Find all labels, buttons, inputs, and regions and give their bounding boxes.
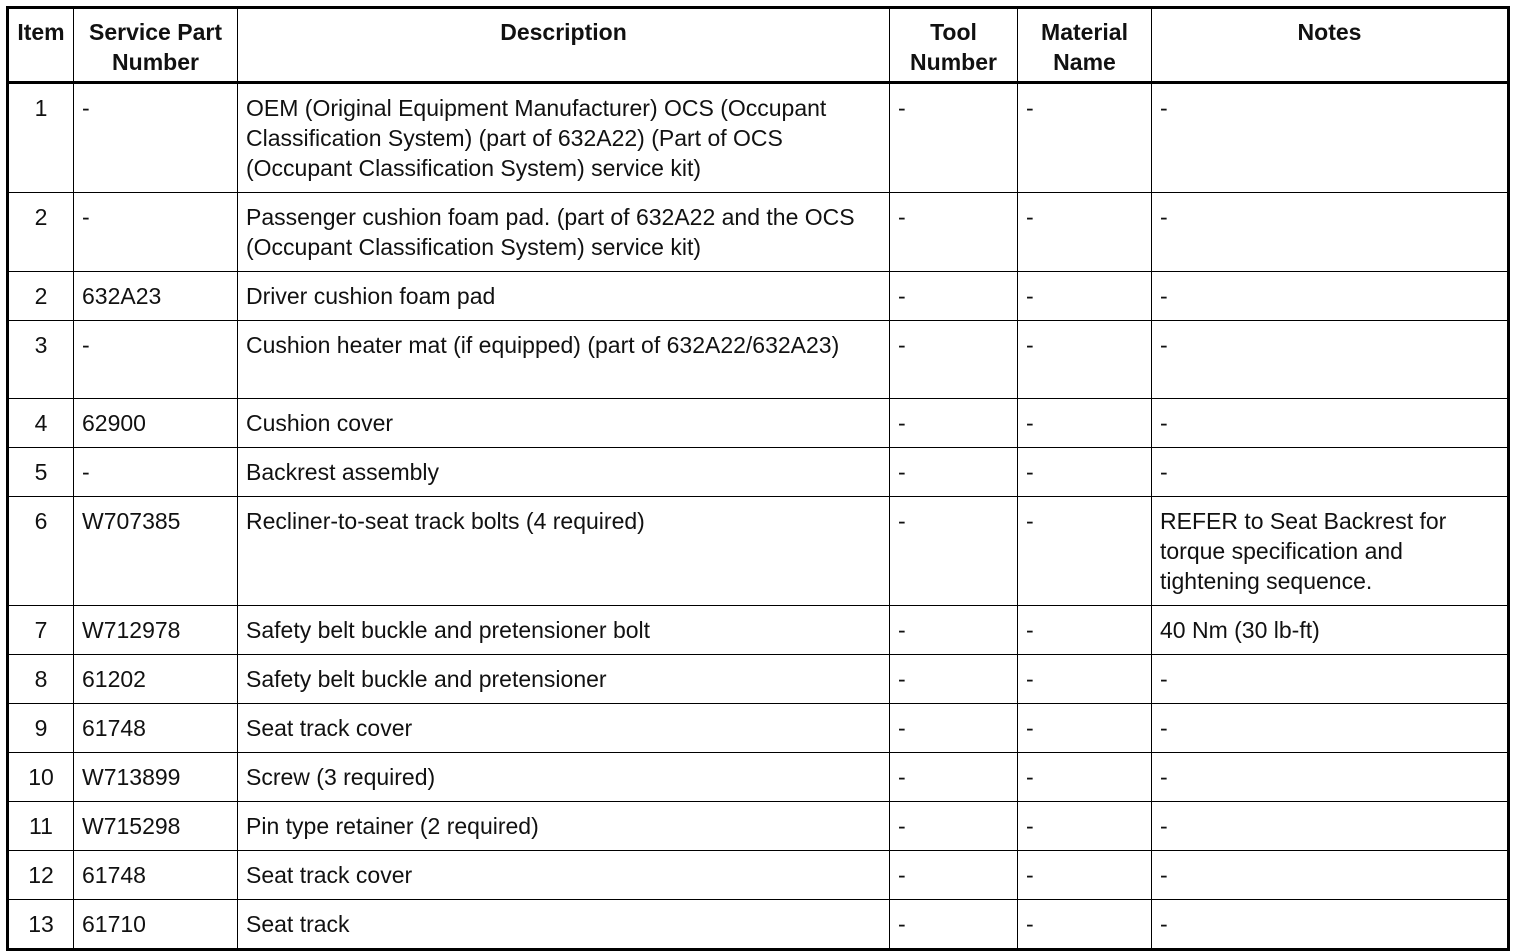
item-cell: 10 bbox=[8, 753, 74, 802]
service-part-number-cell: 62900 bbox=[74, 399, 238, 448]
table-row bbox=[8, 321, 1509, 399]
notes-cell: - bbox=[1152, 448, 1509, 497]
notes-cell: - bbox=[1152, 321, 1509, 399]
tool-number-cell: - bbox=[890, 497, 1018, 606]
notes-cell: - bbox=[1152, 851, 1509, 900]
service-part-number-cell: 61748 bbox=[74, 704, 238, 753]
tool-number-cell: - bbox=[890, 900, 1018, 950]
material-name-cell: - bbox=[1018, 900, 1152, 950]
material-name-cell: - bbox=[1018, 448, 1152, 497]
item-cell: 8 bbox=[8, 655, 74, 704]
material-name-cell: - bbox=[1018, 497, 1152, 606]
table-body bbox=[8, 83, 1509, 950]
material-name-cell: - bbox=[1018, 655, 1152, 704]
table-row bbox=[8, 655, 1509, 704]
material-name-cell: - bbox=[1018, 851, 1152, 900]
notes-cell: - bbox=[1152, 704, 1509, 753]
description-cell: Cushion cover bbox=[238, 399, 890, 448]
item-cell: 6 bbox=[8, 497, 74, 606]
notes-cell: - bbox=[1152, 655, 1509, 704]
tool-number-cell: - bbox=[890, 655, 1018, 704]
description-cell: Cushion heater mat (if equipped) (part of 632A22/632A23) bbox=[238, 321, 890, 399]
header-item: Item bbox=[8, 8, 74, 83]
notes-cell: 40 Nm (30 lb-ft) bbox=[1152, 606, 1509, 655]
table-row bbox=[8, 83, 1509, 193]
material-name-cell: - bbox=[1018, 193, 1152, 272]
description-cell: Safety belt buckle and pretensioner bolt bbox=[238, 606, 890, 655]
tool-number-cell: - bbox=[890, 606, 1018, 655]
tool-number-cell: - bbox=[890, 851, 1018, 900]
service-part-number-cell: - bbox=[74, 321, 238, 399]
description-cell: Seat track bbox=[238, 900, 890, 950]
service-part-number-cell: - bbox=[74, 193, 238, 272]
notes-cell: - bbox=[1152, 272, 1509, 321]
notes-cell: - bbox=[1152, 753, 1509, 802]
header-row bbox=[8, 8, 1509, 83]
tool-number-cell: - bbox=[890, 399, 1018, 448]
description-cell: Seat track cover bbox=[238, 704, 890, 753]
service-part-number-cell: W715298 bbox=[74, 802, 238, 851]
item-cell: 11 bbox=[8, 802, 74, 851]
tool-number-cell: - bbox=[890, 704, 1018, 753]
header-tool-number: Tool Number bbox=[890, 8, 1018, 83]
table-row bbox=[8, 802, 1509, 851]
service-part-number-cell: 61202 bbox=[74, 655, 238, 704]
notes-cell: REFER to Seat Backrest for torque specification and tightening sequence. bbox=[1152, 497, 1509, 606]
table-row bbox=[8, 448, 1509, 497]
description-cell: Screw (3 required) bbox=[238, 753, 890, 802]
item-cell: 12 bbox=[8, 851, 74, 900]
service-part-number-cell: 61748 bbox=[74, 851, 238, 900]
notes-cell: - bbox=[1152, 83, 1509, 193]
description-cell: Pin type retainer (2 required) bbox=[238, 802, 890, 851]
tool-number-cell: - bbox=[890, 272, 1018, 321]
material-name-cell: - bbox=[1018, 399, 1152, 448]
description-cell: Passenger cushion foam pad. (part of 632A22 and the OCS (Occupant Classification System) service kit) bbox=[238, 193, 890, 272]
item-cell: 5 bbox=[8, 448, 74, 497]
table-row bbox=[8, 753, 1509, 802]
tool-number-cell: - bbox=[890, 193, 1018, 272]
tool-number-cell: - bbox=[890, 83, 1018, 193]
description-cell: Safety belt buckle and pretensioner bbox=[238, 655, 890, 704]
header-service-part-number: Service Part Number bbox=[74, 8, 238, 83]
description-cell: Driver cushion foam pad bbox=[238, 272, 890, 321]
header-notes: Notes bbox=[1152, 8, 1509, 83]
item-cell: 2 bbox=[8, 193, 74, 272]
table-row bbox=[8, 272, 1509, 321]
service-part-number-cell: - bbox=[74, 448, 238, 497]
service-part-number-cell: W707385 bbox=[74, 497, 238, 606]
notes-cell: - bbox=[1152, 399, 1509, 448]
description-cell: OEM (Original Equipment Manufacturer) OCS (Occupant Classification System) (part of 632A22) (Part of OCS (Occupant Classification System) service kit) bbox=[238, 83, 890, 193]
table-row bbox=[8, 497, 1509, 606]
table-row bbox=[8, 193, 1509, 272]
item-cell: 7 bbox=[8, 606, 74, 655]
material-name-cell: - bbox=[1018, 83, 1152, 193]
item-cell: 4 bbox=[8, 399, 74, 448]
service-part-number-cell: 61710 bbox=[74, 900, 238, 950]
table-row bbox=[8, 399, 1509, 448]
service-part-number-cell: W712978 bbox=[74, 606, 238, 655]
table-row bbox=[8, 704, 1509, 753]
material-name-cell: - bbox=[1018, 606, 1152, 655]
description-cell: Recliner-to-seat track bolts (4 required) bbox=[238, 497, 890, 606]
notes-cell: - bbox=[1152, 193, 1509, 272]
notes-cell: - bbox=[1152, 802, 1509, 851]
item-cell: 1 bbox=[8, 83, 74, 193]
material-name-cell: - bbox=[1018, 321, 1152, 399]
item-cell: 2 bbox=[8, 272, 74, 321]
service-part-number-cell: 632A23 bbox=[74, 272, 238, 321]
table-row bbox=[8, 851, 1509, 900]
material-name-cell: - bbox=[1018, 272, 1152, 321]
notes-cell: - bbox=[1152, 900, 1509, 950]
material-name-cell: - bbox=[1018, 753, 1152, 802]
material-name-cell: - bbox=[1018, 704, 1152, 753]
description-cell: Backrest assembly bbox=[238, 448, 890, 497]
table-row bbox=[8, 606, 1509, 655]
material-name-cell: - bbox=[1018, 802, 1152, 851]
item-cell: 13 bbox=[8, 900, 74, 950]
service-part-number-cell: W713899 bbox=[74, 753, 238, 802]
description-cell: Seat track cover bbox=[238, 851, 890, 900]
tool-number-cell: - bbox=[890, 448, 1018, 497]
table-row bbox=[8, 900, 1509, 950]
item-cell: 9 bbox=[8, 704, 74, 753]
header-material-name: Material Name bbox=[1018, 8, 1152, 83]
header-description: Description bbox=[238, 8, 890, 83]
tool-number-cell: - bbox=[890, 321, 1018, 399]
tool-number-cell: - bbox=[890, 753, 1018, 802]
parts-table bbox=[6, 6, 1510, 951]
service-part-number-cell: - bbox=[74, 83, 238, 193]
tool-number-cell: - bbox=[890, 802, 1018, 851]
item-cell: 3 bbox=[8, 321, 74, 399]
